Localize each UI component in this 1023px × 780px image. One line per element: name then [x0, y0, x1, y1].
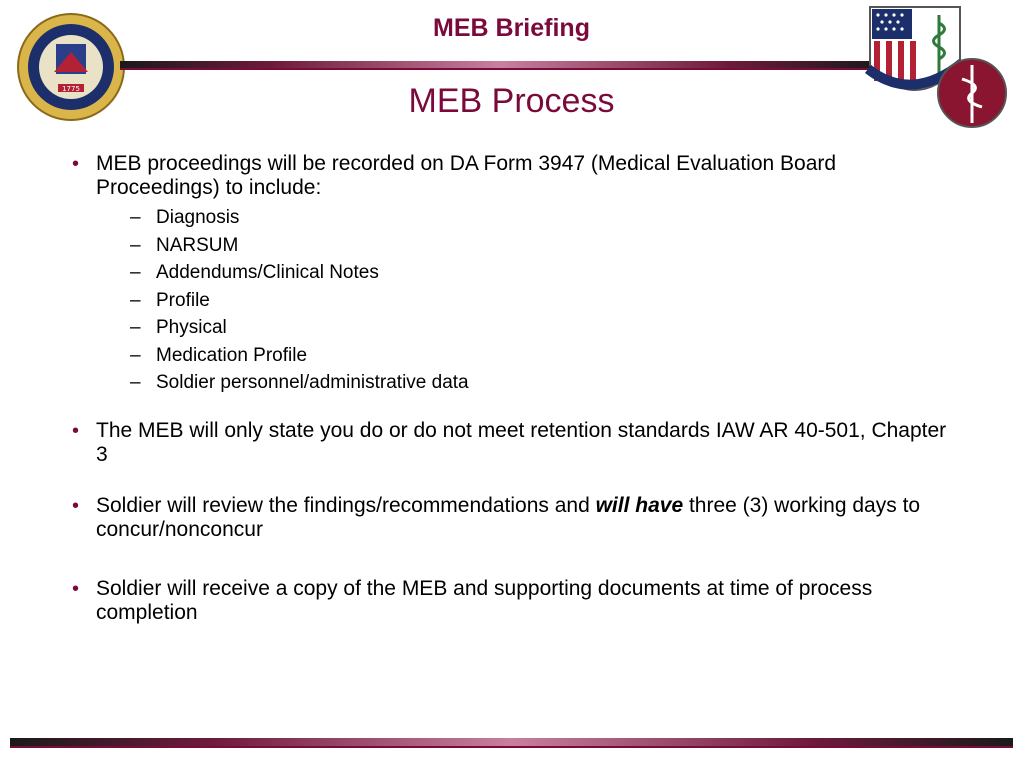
bullet-dot-icon: • — [72, 153, 80, 175]
slide-body — [72, 152, 952, 625]
bullet-item — [72, 577, 952, 625]
sub-item — [130, 232, 952, 260]
dash-icon: – — [130, 317, 141, 338]
seal-year: 1775 — [62, 85, 80, 93]
sub-item-text: Physical — [156, 317, 227, 338]
bullet-dot-icon: • — [72, 494, 80, 517]
sub-item-text: NARSUM — [156, 234, 239, 256]
dash-icon: – — [130, 262, 141, 283]
bullet-text-after: three (3) working days to concur/nonconcur — [96, 493, 921, 541]
sub-item — [130, 369, 952, 397]
bullet-dot-icon: • — [72, 577, 80, 600]
bullet-item — [72, 419, 952, 467]
dash-icon: – — [130, 207, 141, 228]
sub-item — [130, 342, 952, 370]
sub-item-text: Addendums/Clinical Notes — [156, 262, 379, 283]
sub-item-text: Soldier personnel/administrative data — [156, 372, 469, 393]
sub-item-text: Medication Profile — [156, 344, 308, 366]
sub-item-text: Diagnosis — [156, 207, 240, 228]
bullet-text: The MEB will only state you do or do not meet retention standards IAW AR 40-501, Chapter 3 — [96, 418, 947, 466]
bullet-text: MEB proceedings will be recorded on DA Form 3947 (Medical Evaluation Board Proceedings) to include: — [96, 152, 837, 199]
bullet-emphasis: will have — [595, 493, 684, 517]
header-title: MEB Briefing — [433, 14, 590, 42]
bullet-dot-icon: • — [72, 419, 80, 442]
dash-icon: – — [130, 344, 141, 366]
top-divider-line — [120, 68, 880, 70]
dash-icon: – — [130, 372, 141, 393]
bottom-divider-line — [10, 746, 1013, 748]
bullet-item — [72, 494, 952, 542]
slide-title: MEB Process — [408, 82, 615, 120]
sub-item — [130, 314, 952, 342]
dash-icon: – — [130, 234, 141, 256]
sub-list — [96, 204, 952, 397]
bullet-text-before: Soldier will review the findings/recommendations and — [96, 493, 596, 517]
sub-item-text: Profile — [156, 289, 210, 311]
bullet-item — [72, 152, 952, 397]
sub-item — [130, 259, 952, 287]
dash-icon: – — [130, 289, 141, 311]
bullet-text: Soldier will receive a copy of the MEB and supporting documents at time of process completion — [96, 576, 873, 624]
sub-item — [130, 287, 952, 315]
sub-item — [130, 204, 952, 232]
